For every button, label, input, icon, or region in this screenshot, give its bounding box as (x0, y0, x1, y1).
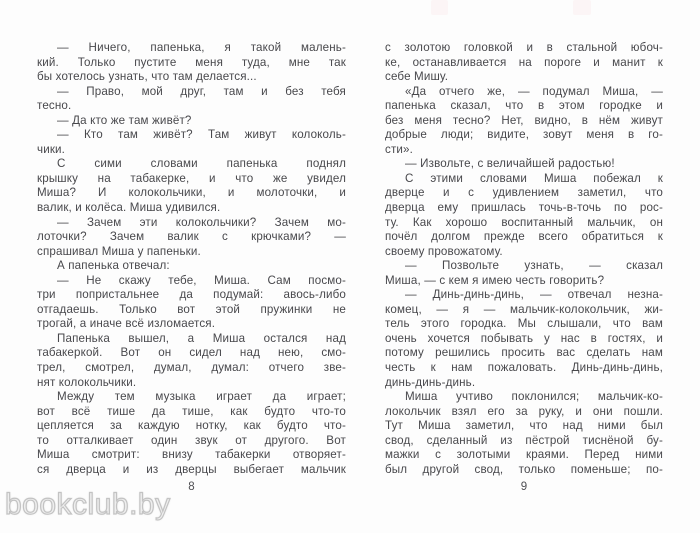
text-line: «Да отчего же, — подумал Миша, — (405, 84, 663, 98)
text-line: очень хочется побывать у нас в гостях, и (385, 331, 663, 345)
text-line: добрые люди; видите, зовут меня в го- (385, 128, 663, 142)
text-line: валик, и колёса. Миша удивился. (37, 201, 221, 215)
text-line: ке, останавливается на пороге и манит к (385, 55, 663, 69)
text-line: Папенька вышел, а Миша остался над (57, 331, 346, 345)
text-line: папенька сказал, что в этом городке и (385, 99, 663, 113)
text-line: ся дверца и из дверцы выбегает мальчик (37, 462, 346, 476)
text-line: С сими словами папенька поднял (57, 157, 346, 171)
text-line: тесно. (37, 99, 72, 113)
text-line: нят колокольчики. (37, 375, 137, 389)
text-line: — Позвольте узнать, — сказал (405, 259, 663, 273)
text-line: отгадаешь. Только вот этой пружинки не (37, 302, 346, 316)
text-line: честь к нам пожаловать. Динь-динь-динь, (385, 361, 663, 375)
scan-smudge (431, 0, 448, 15)
text-line: локольчик взял его за руку, и они пошли. (385, 404, 663, 418)
text-line: С этими словами Миша побежал к (405, 171, 663, 185)
text-line: А папенька отвечал: (57, 259, 170, 273)
page-number-right: 9 (520, 481, 528, 493)
text-line: почёл долгом прежде всего обратиться к (385, 230, 663, 244)
text-line: с золотою головкой и в стальной юбоч- (385, 41, 663, 54)
text-line: себе Мишу. (385, 70, 449, 84)
text-line: Миша, — с кем я имею честь говорить? (385, 273, 605, 287)
text-line: динь-динь-динь. (385, 375, 476, 389)
text-line: дверце и с удивлением заметил, что (385, 186, 663, 200)
text-line: табакеркой. Вот он сидел над нею, смо- (37, 346, 346, 360)
text-line: лоточки? Зачем валик с крючками? — (37, 230, 346, 244)
text-line: комец, — я — мальчик-колокольчик, жи- (385, 302, 663, 316)
text-line: — Право, мой друг, там и без тебя (57, 84, 346, 98)
text-line: — Динь-динь-динь, — отвечал незна- (405, 288, 663, 302)
page-number-left: 8 (188, 481, 195, 493)
text-line: — Да кто же там живёт? (57, 113, 192, 127)
text-line: ту. Как хорошо воспитанный мальчик, он (385, 215, 663, 229)
text-line: — Извольте, с величайшей радостью! (405, 157, 615, 171)
scan-smudge (573, 0, 591, 15)
text-line: своему провожатому. (385, 244, 503, 258)
text-line: мажки с золотыми краями. Перед ними (385, 448, 663, 462)
text-line: Миша? И колокольчики, и молоточки, и (37, 186, 346, 200)
text-line: потому решились просить вас сделать нам (385, 346, 663, 360)
text-line: без меня тесно? Нет, видно, в нём живут (385, 113, 663, 127)
text-line: то отталкивает один звук от другого. Вот (37, 433, 346, 447)
text-line: — Зачем эти колокольчики? Зачем мо- (57, 215, 346, 229)
page-left-text (37, 41, 346, 477)
text-line: сти». (385, 142, 414, 156)
text-line: дверца ему пришлась точь-в-точь по рос- (385, 201, 663, 215)
watermark: bookclub.by (5, 488, 171, 521)
text-line: Между тем музыка играет да играет; (57, 390, 346, 404)
text-line: кий. Только пустите меня туда, мне так (37, 55, 346, 69)
text-line: чики. (37, 142, 66, 156)
text-line: — Кто там живёт? Там живут колоколь- (57, 128, 346, 142)
text-line: бы хотелось узнать, что там делается... (37, 70, 257, 84)
text-line: — Ничего, папенька, я такой малень- (57, 41, 346, 54)
text-line: крышку на табакерке, и что же увидел (37, 171, 346, 185)
text-line: трогай, а иначе всё изломается. (37, 317, 216, 331)
text-line: тель этого городка. Мы слышали, что вам (385, 317, 663, 331)
page-right-text (385, 41, 663, 477)
text-line: свод, сделанный из пёстрой тиснёной бу- (385, 433, 663, 447)
text-line: Тут Миша заметил, что над ними был (385, 419, 663, 433)
text-line: три попристальнее да подумай: авось-либо (37, 288, 346, 302)
text-line: — Не скажу тебе, Миша. Сам посмо- (57, 273, 346, 287)
text-line: цепляется за каждую нотку, как будто что- (37, 419, 346, 433)
text-line: спрашивал Миша у папеньки. (37, 244, 201, 258)
text-line: Миша учтиво поклонился; мальчик-ко- (405, 390, 663, 404)
text-line: был другой свод, только поменьше; по- (385, 462, 663, 476)
text-line: Миша смотрит: внизу табакерки отворяет- (37, 448, 346, 462)
text-line: трел, смотрел, думал, думал: отчего зве- (37, 361, 346, 375)
text-line: вот всё тише да тише, как будто что-то (37, 404, 346, 418)
